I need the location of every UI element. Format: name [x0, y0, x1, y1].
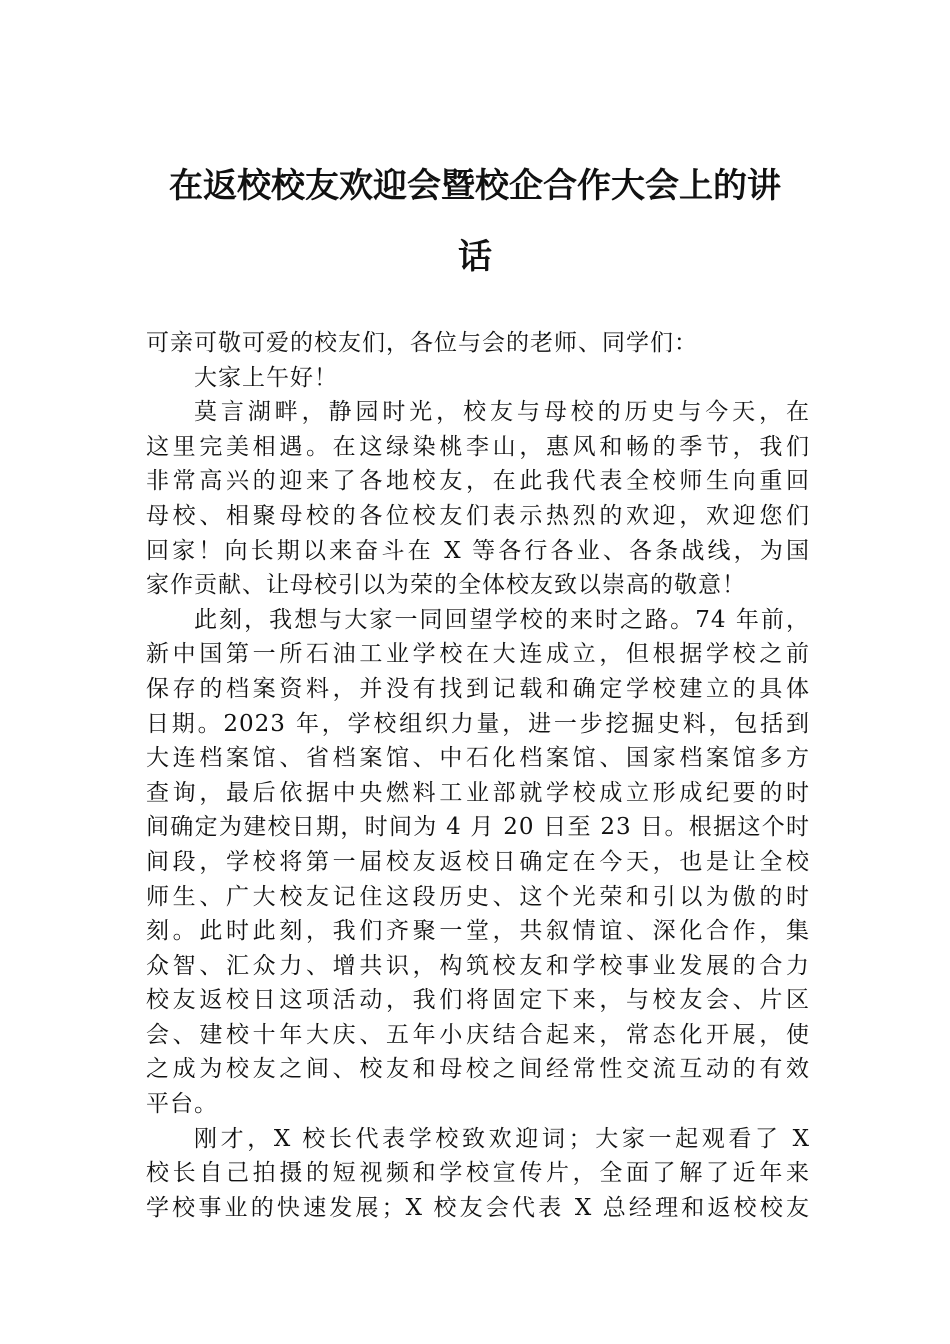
body-text-line: 回家！向长期以来奋斗在 X 等各行各业、各条战线，为国	[146, 537, 810, 564]
body-text-line: 间确定为建校日期，时间为 4 月 20 日至 23 日。根据这个时	[146, 814, 810, 841]
body-text-line: 日期。2023 年，学校组织力量，进一步挖掘史料，包括到	[146, 710, 810, 737]
body-text-line: 学校事业的快速发展；X 校友会代表 X 总经理和返校校友	[146, 1194, 810, 1221]
body-text-line: 大连档案馆、省档案馆、中石化档案馆、国家档案馆多方	[146, 745, 810, 772]
body-text-line: 莫言湖畔，静园时光，校友与母校的历史与今天，在	[194, 399, 810, 426]
body-text-line: 此刻，我想与大家一同回望学校的来时之路。74 年前，	[194, 606, 810, 633]
body-text-line: 校友返校日这项活动，我们将固定下来，与校友会、片区	[146, 987, 810, 1014]
body-text-line: 大家上午好！	[194, 364, 338, 391]
body-text-line: 众智、汇众力、增共识，构筑校友和学校事业发展的合力	[146, 952, 810, 979]
body-text-line: 间段，学校将第一届校友返校日确定在今天，也是让全校	[146, 848, 810, 875]
document-title-line-2: 话	[458, 237, 492, 277]
body-text-line: 之成为校友之间、校友和母校之间经常性交流互动的有效	[146, 1056, 810, 1083]
body-text-line: 保存的档案资料，并没有找到记载和确定学校建立的具体	[146, 675, 810, 702]
body-text-line: 师生、广大校友记住这段历史、这个光荣和引以为傲的时	[146, 883, 810, 910]
body-text-line: 可亲可敬可爱的校友们，各位与会的老师、同学们：	[146, 330, 698, 356]
body-text-line: 母校、相聚母校的各位校友们表示热烈的欢迎，欢迎您们	[146, 502, 810, 529]
body-text-line: 刚才，X 校长代表学校致欢迎词；大家一起观看了 X	[194, 1125, 810, 1152]
document-title-line-1: 在返校校友欢迎会暨校企合作大会上的讲	[169, 166, 781, 206]
body-text-line: 非常高兴的迎来了各地校友，在此我代表全校师生向重回	[146, 468, 810, 495]
body-text-line: 这里完美相遇。在这绿染桃李山，惠风和畅的季节，我们	[146, 433, 810, 460]
document-body	[146, 326, 810, 1225]
body-text-line: 刻。此时此刻，我们齐聚一堂，共叙情谊、深化合作，集	[146, 918, 810, 945]
body-text-line: 新中国第一所石油工业学校在大连成立，但根据学校之前	[146, 641, 810, 668]
body-text-line: 校长自己拍摄的短视频和学校宣传片，全面了解了近年来	[146, 1160, 810, 1187]
body-text-line: 家作贡献、让母校引以为荣的全体校友致以崇高的敬意！	[146, 572, 746, 599]
body-text-line: 会、建校十年大庆、五年小庆结合起来，常态化开展，使	[146, 1021, 810, 1048]
body-text-line: 平台。	[146, 1091, 218, 1118]
body-text-line: 查询，最后依据中央燃料工业部就学校成立形成纪要的时	[146, 779, 810, 806]
